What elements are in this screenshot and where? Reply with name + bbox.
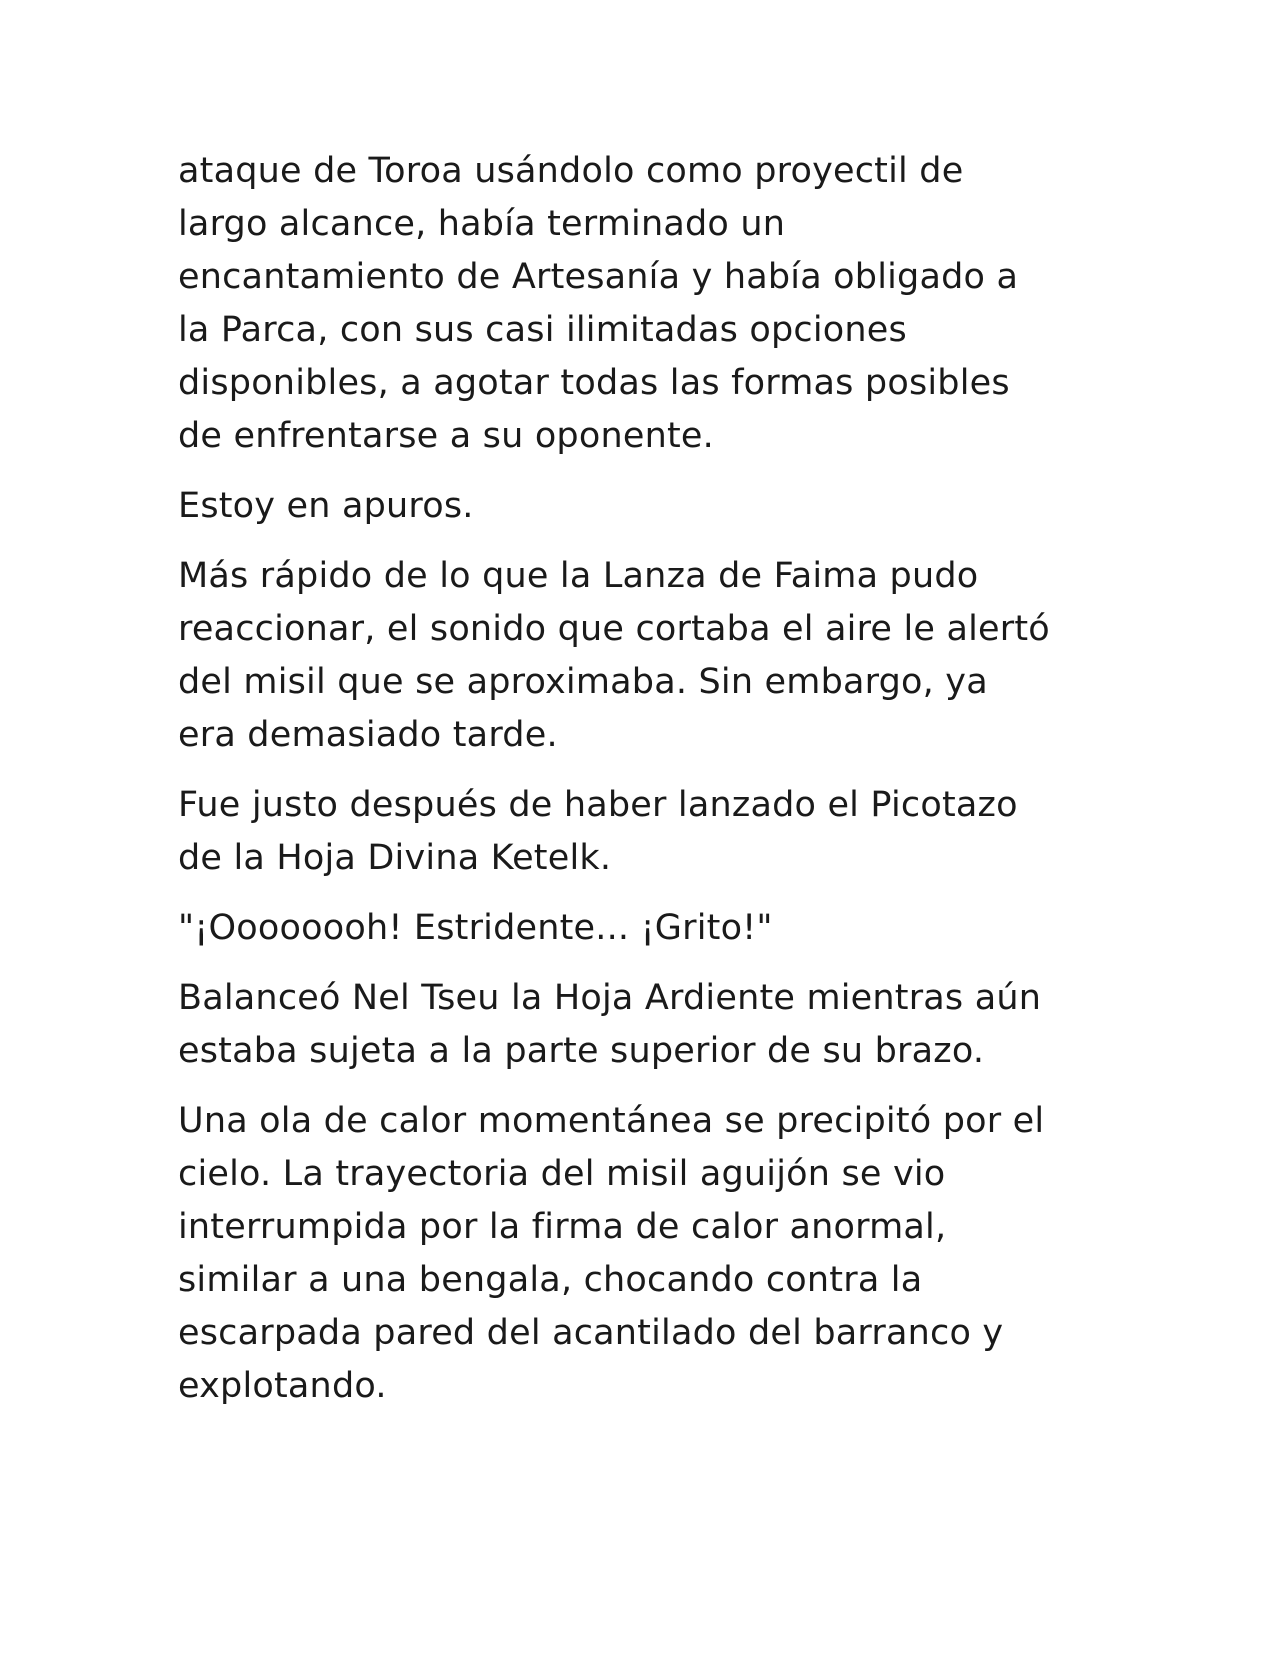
paragraph — [178, 972, 1118, 1078]
text-line: disponibles, a agotar todas las formas posibles — [178, 363, 1010, 403]
paragraph — [178, 902, 1118, 955]
paragraph — [178, 550, 1118, 762]
text-line: Fue justo después de haber lanzado el Picotazo — [178, 785, 1018, 825]
document-page — [178, 145, 1118, 1430]
text-line: escarpada pared del acantilado del barranco y — [178, 1313, 1004, 1353]
text-line: del misil que se aproximaba. Sin embargo, ya — [178, 662, 988, 702]
paragraph — [178, 779, 1118, 885]
text-line: similar a una bengala, chocando contra la — [178, 1260, 923, 1300]
paragraph — [178, 145, 1118, 463]
text-line: Balanceó Nel Tseu la Hoja Ardiente mientras aún — [178, 978, 1042, 1018]
text-line: reaccionar, el sonido que cortaba el aire le alertó — [178, 609, 1050, 649]
text-line: largo alcance, había terminado un — [178, 204, 786, 244]
text-line: estaba sujeta a la parte superior de su brazo. — [178, 1031, 985, 1071]
text-line: cielo. La trayectoria del misil aguijón se vio — [178, 1154, 946, 1194]
text-line: encantamiento de Artesanía y había obligado a — [178, 257, 1019, 297]
text-line: Estoy en apuros. — [178, 486, 474, 526]
text-line: Una ola de calor momentánea se precipitó por el — [178, 1101, 1045, 1141]
text-line: "¡Oooooooh! Estridente... ¡Grito!" — [178, 908, 773, 948]
text-line: explotando. — [178, 1366, 387, 1406]
text-line: de la Hoja Divina Ketelk. — [178, 838, 612, 878]
text-line: Más rápido de lo que la Lanza de Faima pudo — [178, 556, 979, 596]
text-line: era demasiado tarde. — [178, 715, 558, 755]
text-line: ataque de Toroa usándolo como proyectil de — [178, 151, 964, 191]
paragraph — [178, 1095, 1118, 1413]
text-line: de enfrentarse a su oponente. — [178, 416, 714, 456]
paragraph — [178, 480, 1118, 533]
text-line: interrumpida por la firma de calor anormal, — [178, 1207, 947, 1247]
text-line: la Parca, con sus casi ilimitadas opciones — [178, 310, 907, 350]
